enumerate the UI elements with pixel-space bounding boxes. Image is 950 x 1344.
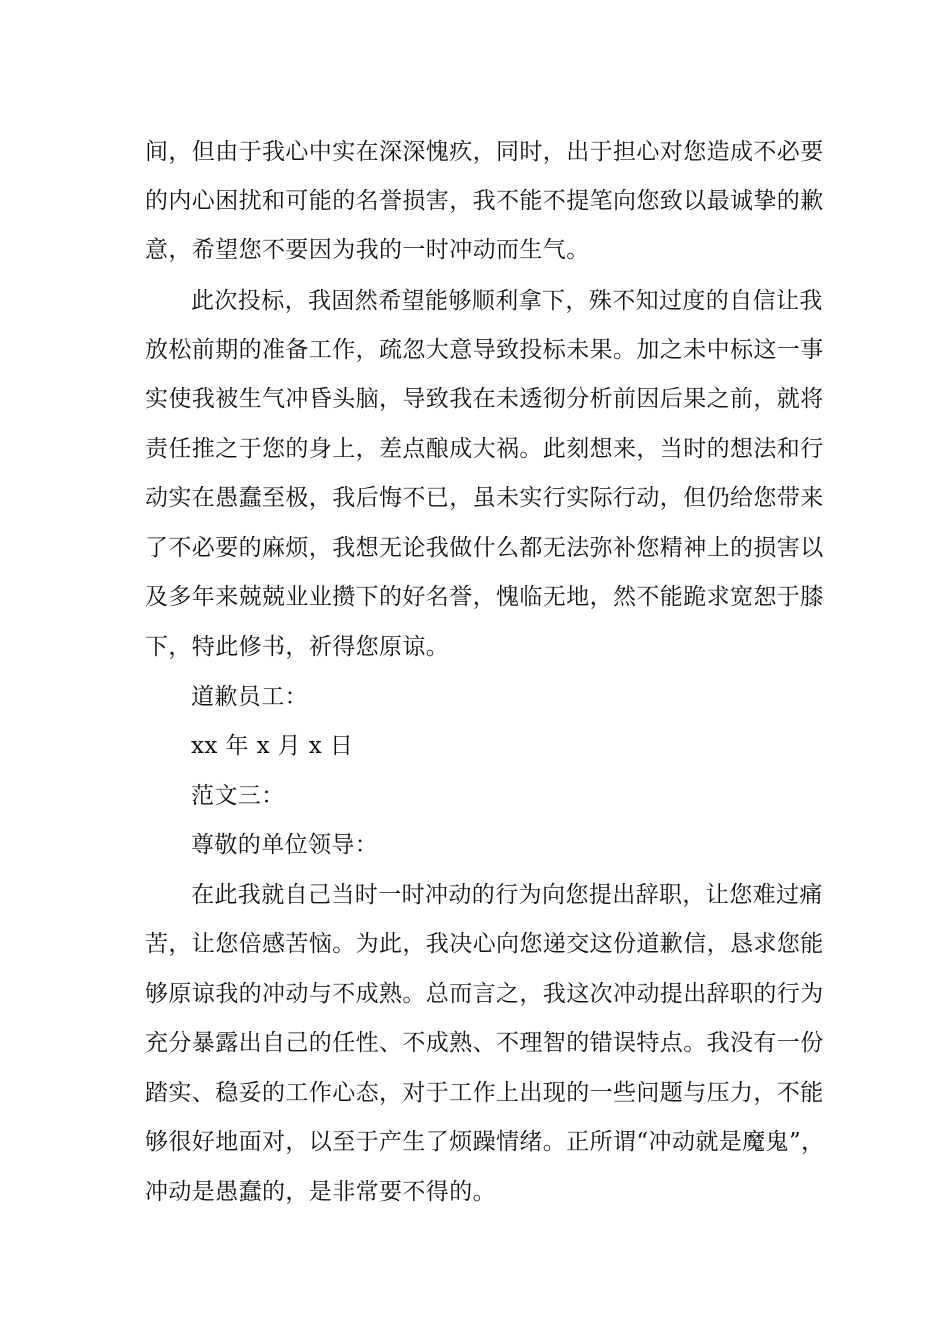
paragraph-2-line-2: 放松前期的准备工作，疏忽大意导致投标未果。加之未中标这一事: [145, 337, 824, 363]
paragraph-1-line-2: 的内心困扰和可能的名誉损害，我不能不提笔向您致以最诚挚的歉: [145, 188, 824, 214]
paragraph-2-line-1: 此次投标，我固然希望能够顺利拿下，殊不知过度的自信让我: [191, 288, 823, 314]
paragraph-3-line-7: 冲动是愚蠢的，是非常要不得的。: [145, 1179, 496, 1205]
paragraph-2-line-7: 及多年来兢兢业业攒下的好名誉，愧临无地，然不能跪求宽恕于膝: [145, 584, 824, 610]
salutation-line: 尊敬的单位领导：: [191, 832, 379, 858]
paragraph-3-line-4: 充分暴露出自己的任性、不成熟、不理智的错误特点。我没有一份: [145, 1030, 824, 1056]
paragraph-1-line-1: 间，但由于我心中实在深深愧疚，同时，出于担心对您造成不必要: [145, 139, 824, 165]
section-heading: 范文三：: [191, 783, 285, 809]
paragraph-1-line-3: 意，希望您不要因为我的一时冲动而生气。: [145, 237, 590, 263]
paragraph-3-line-2: 苦，让您倍感苦恼。为此，我决心向您递交这份道歉信，恳求您能: [145, 931, 824, 957]
paragraph-2-line-4: 责任推之于您的身上，差点酿成大祸。此刻想来，当时的想法和行: [145, 436, 824, 462]
paragraph-2-line-3: 实使我被生气冲昏头脑，导致我在未透彻分析前因后果之前，就将: [145, 386, 824, 412]
paragraph-3-line-3: 够原谅我的冲动与不成熟。总而言之，我这次冲动提出辞职的行为: [145, 981, 824, 1007]
paragraph-3-line-6: 够很好地面对，以至于产生了烦躁情绪。正所谓“冲动就是魔鬼”，: [145, 1129, 825, 1155]
date-line: xx 年 x 月 x 日: [191, 733, 354, 759]
paragraph-3-line-5: 踏实、稳妥的工作心态，对于工作上出现的一些问题与压力，不能: [145, 1080, 824, 1106]
paragraph-3-line-1: 在此我就自己当时一时冲动的行为向您提出辞职，让您难过痛: [191, 882, 823, 908]
paragraph-2-line-5: 动实在愚蠢至极，我后悔不已，虽未实行实际行动，但仍给您带来: [145, 485, 824, 511]
paragraph-2-line-6: 了不必要的麻烦，我想无论我做什么都无法弥补您精神上的损害以: [145, 535, 824, 561]
signature-line: 道歉员工：: [191, 684, 308, 710]
paragraph-2-line-8: 下，特此修书，祈得您原谅。: [145, 634, 450, 660]
